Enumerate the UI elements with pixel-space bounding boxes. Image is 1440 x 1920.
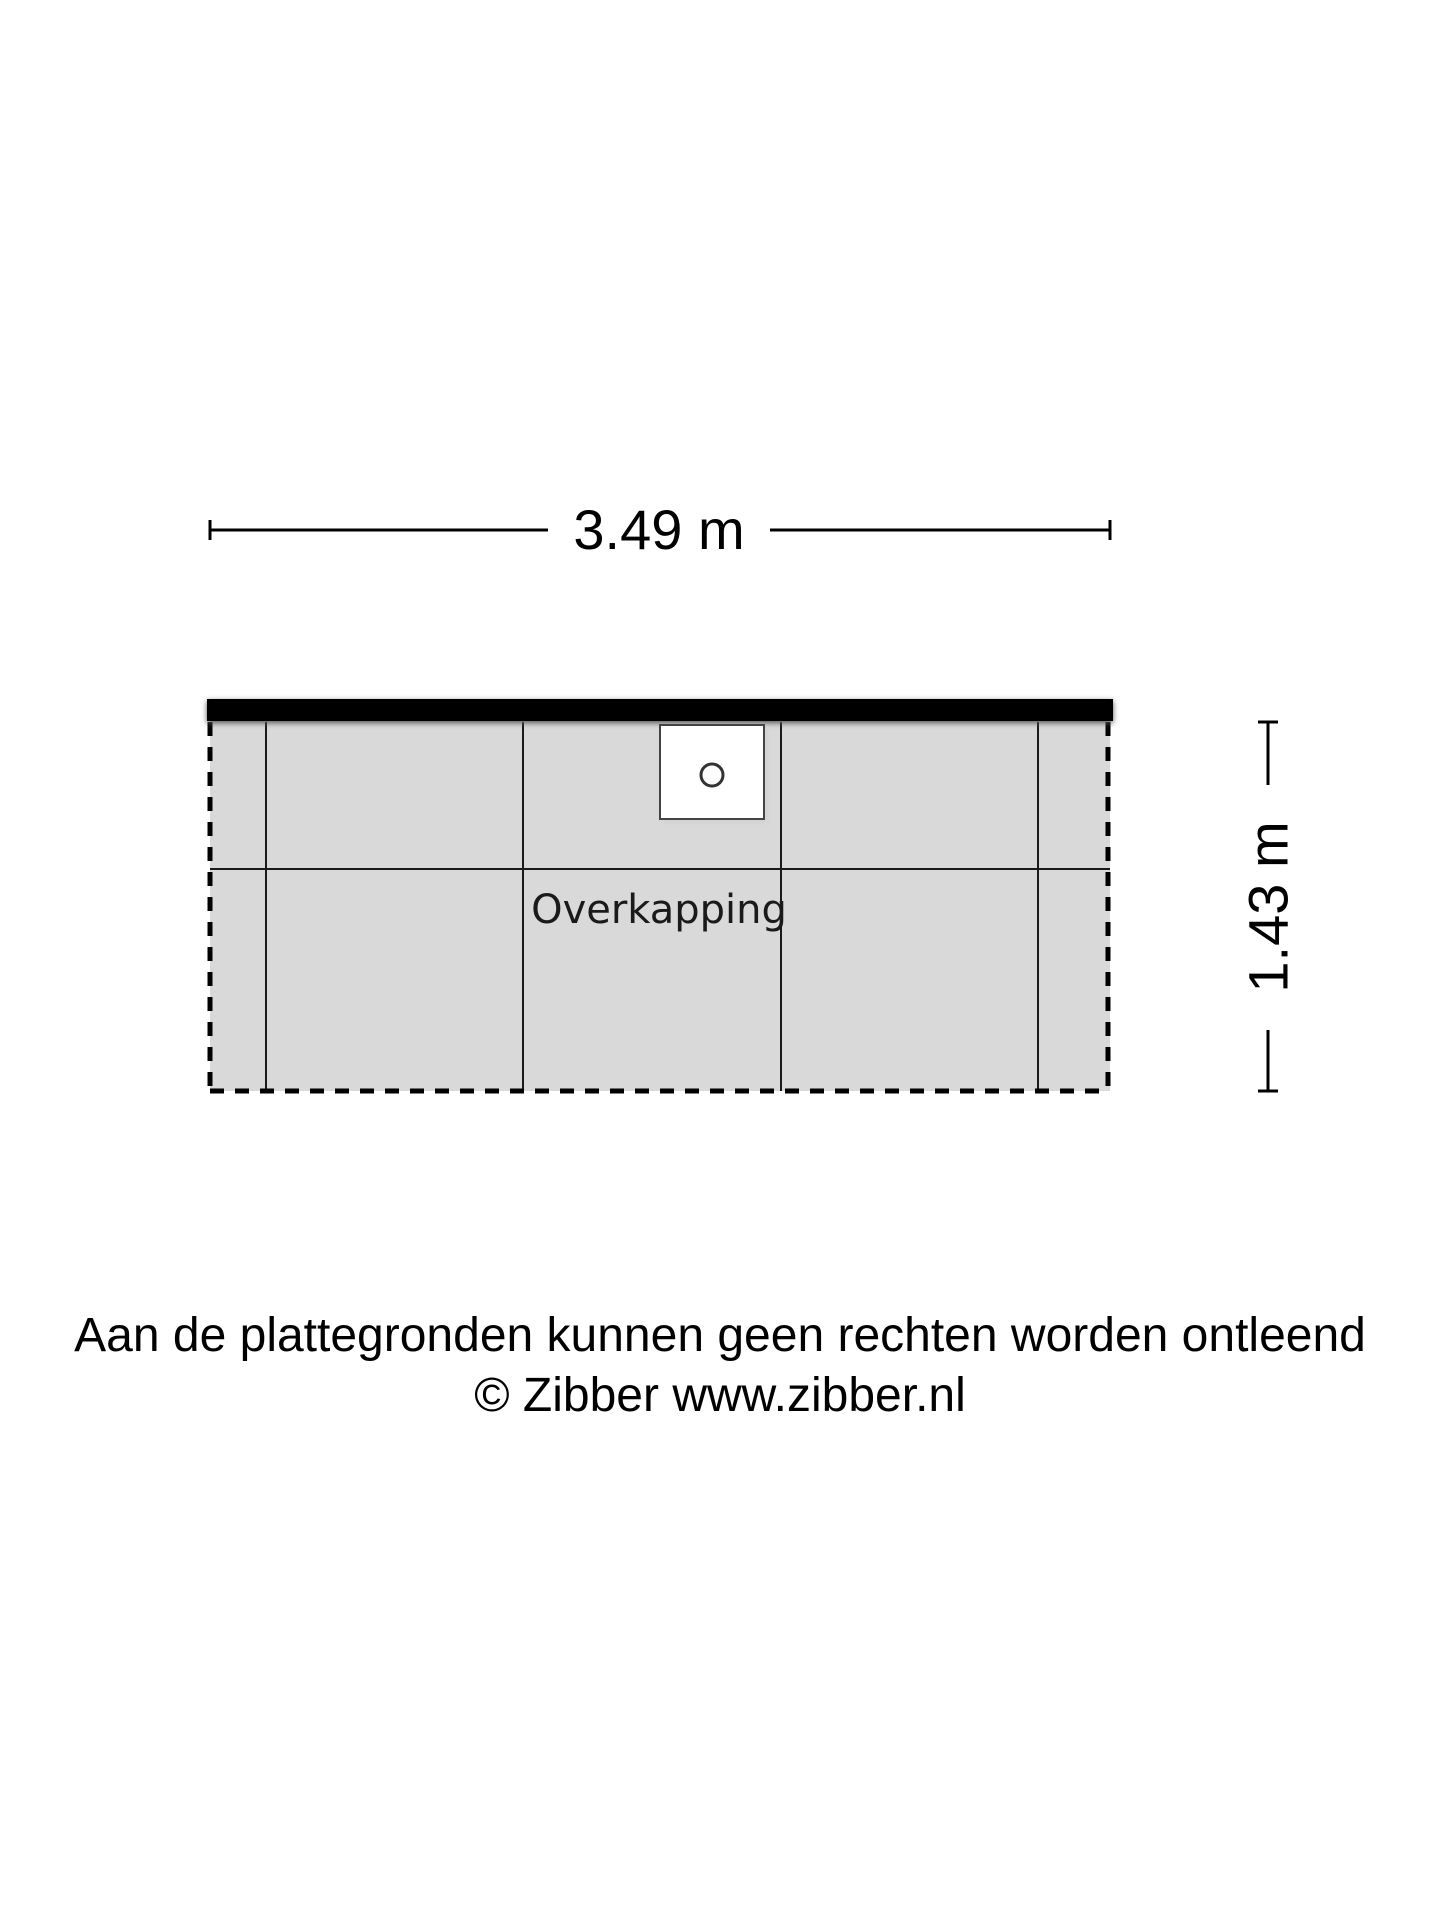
drain-icon: [701, 764, 723, 786]
width-dimension-label: 3.49 m: [573, 498, 745, 561]
copyright-text: © Zibber www.zibber.nl: [474, 1369, 966, 1422]
fixture-box: [660, 725, 767, 822]
footer-disclaimer: [0, 1306, 1440, 1426]
room-overkapping: [207, 699, 1113, 1091]
wall: [207, 699, 1113, 721]
height-dimension: [1237, 722, 1300, 1091]
height-dimension-label: 1.43 m: [1236, 821, 1300, 993]
room-label: Overkapping: [531, 887, 787, 933]
disclaimer-text: Aan de plattegronden kunnen geen rechten worden ontleend: [74, 1309, 1366, 1362]
width-dimension: [210, 498, 1110, 561]
